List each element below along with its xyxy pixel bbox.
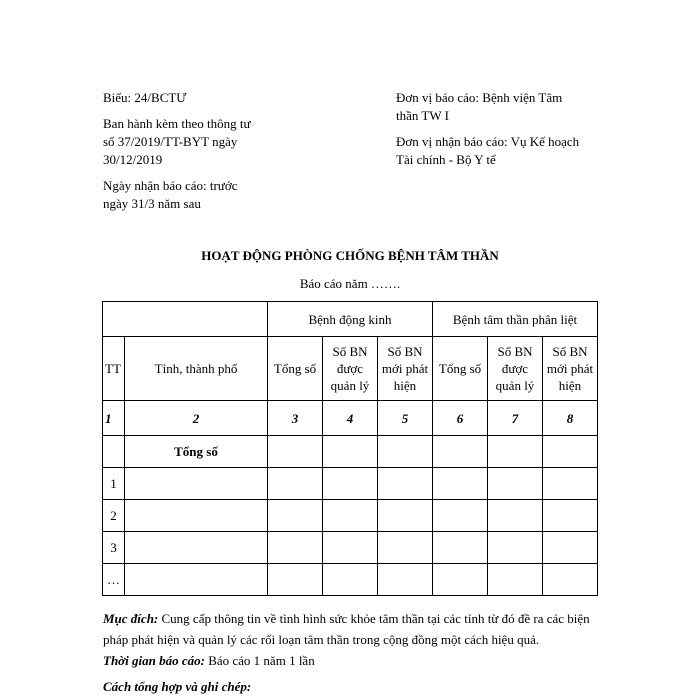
group-schizophrenia: Bệnh tâm thần phân liệt — [433, 302, 598, 337]
report-deadline — [103, 177, 283, 213]
col-number: 8 — [543, 401, 598, 436]
table-cell — [268, 436, 323, 468]
col-managed — [323, 337, 378, 401]
col-total: Tổng số — [433, 337, 488, 401]
reporting-unit-line: thần TW I — [396, 108, 449, 123]
reporting-unit-line: Đơn vị báo cáo: Bệnh viện Tâm — [396, 90, 563, 105]
empty-header-cell — [103, 302, 268, 337]
row-number: 3 — [103, 532, 125, 564]
table-cell — [543, 436, 598, 468]
purpose-text: Cung cấp thông tin về tình hình sức khỏe tâm thần tại các tỉnh từ đó đề ra các biện pháp phát hiện và quản lý các rối loạn tâm thần trong cộng đồng một cách hiệu quả. — [103, 611, 590, 647]
table-cell — [433, 564, 488, 596]
table-cell — [103, 436, 125, 468]
col-new — [543, 337, 598, 401]
column-number-row — [103, 401, 598, 436]
table-row — [103, 500, 598, 532]
col-new-line: hiện — [558, 378, 582, 393]
table-cell — [488, 532, 543, 564]
table-cell — [543, 564, 598, 596]
col-managed-line: được — [336, 361, 364, 376]
col-number: 3 — [268, 401, 323, 436]
table-cell — [433, 436, 488, 468]
table-cell — [378, 500, 433, 532]
col-number: 6 — [433, 401, 488, 436]
table-cell — [488, 468, 543, 500]
col-new-line: Số BN — [552, 344, 588, 359]
table-cell — [378, 436, 433, 468]
table-cell — [433, 532, 488, 564]
method-label: Cách tổng hợp và ghi chép: — [103, 679, 252, 694]
period-text: Báo cáo 1 năm 1 lần — [204, 653, 315, 668]
table-cell — [543, 532, 598, 564]
issued-line: số 37/2019/TT-BYT ngày — [103, 134, 238, 149]
total-row-label: Tổng số — [125, 436, 268, 468]
table-cell — [378, 468, 433, 500]
report-table — [102, 301, 598, 596]
issued-by-circular — [103, 115, 283, 169]
table-cell — [125, 500, 268, 532]
table-cell — [323, 436, 378, 468]
col-managed-line: quản lý — [495, 378, 535, 393]
table-cell — [378, 564, 433, 596]
table-cell — [488, 564, 543, 596]
report-title: HOẠT ĐỘNG PHÒNG CHỐNG BỆNH TÂM THẦN — [201, 248, 499, 263]
purpose-label: Mục đích: — [103, 611, 159, 626]
table-cell — [488, 500, 543, 532]
table-cell — [488, 436, 543, 468]
table-cell — [268, 500, 323, 532]
col-managed-line: Số BN — [332, 344, 368, 359]
table-cell — [125, 468, 268, 500]
col-new — [378, 337, 433, 401]
col-new-line: mới phát — [381, 361, 429, 376]
receiving-unit — [396, 133, 616, 169]
row-number: 2 — [103, 500, 125, 532]
col-managed-line: quản lý — [330, 378, 370, 393]
col-managed — [488, 337, 543, 401]
issued-line: 30/12/2019 — [103, 152, 163, 167]
table-cell — [433, 468, 488, 500]
col-managed-line: được — [501, 361, 529, 376]
group-epilepsy: Bệnh động kinh — [268, 302, 433, 337]
table-row — [103, 564, 598, 596]
table-cell — [268, 468, 323, 500]
receiving-unit-line: Đơn vị nhận báo cáo: Vụ Kế hoạch — [396, 134, 580, 149]
form-code: Biểu: 24/BCTƯ — [103, 90, 187, 105]
header-left — [103, 89, 283, 221]
col-managed-line: Số BN — [497, 344, 533, 359]
receiving-unit-line: Tài chính - Bộ Y tế — [396, 152, 496, 167]
table-row — [103, 532, 598, 564]
table-cell — [378, 532, 433, 564]
col-province: Tỉnh, thành phố — [125, 337, 268, 401]
header-right — [396, 89, 616, 177]
table-cell — [125, 532, 268, 564]
table-cell — [323, 532, 378, 564]
col-number: 2 — [125, 401, 268, 436]
table-row-total — [103, 436, 598, 468]
col-new-line: Số BN — [387, 344, 423, 359]
period-label: Thời gian báo cáo: — [103, 653, 205, 668]
col-number: 5 — [378, 401, 433, 436]
issued-line: Ban hành kèm theo thông tư — [103, 116, 251, 131]
table-cell — [268, 532, 323, 564]
table-cell — [543, 500, 598, 532]
table-cell — [323, 468, 378, 500]
col-number: 4 — [323, 401, 378, 436]
row-number: … — [103, 564, 125, 596]
purpose-note — [103, 608, 603, 650]
table-row — [103, 468, 598, 500]
col-number: 1 — [103, 401, 125, 436]
reporting-unit — [396, 89, 616, 125]
col-tt: TT — [103, 337, 125, 401]
table-cell — [323, 564, 378, 596]
table-cell — [543, 468, 598, 500]
table-cell — [323, 500, 378, 532]
col-new-line: mới phát — [546, 361, 594, 376]
col-total: Tổng số — [268, 337, 323, 401]
report-year: Báo cáo năm ……. — [299, 276, 401, 291]
table-cell — [125, 564, 268, 596]
deadline-line: ngày 31/3 năm sau — [103, 196, 201, 211]
col-new-line: hiện — [393, 378, 417, 393]
deadline-line: Ngày nhận báo cáo: trước — [103, 178, 238, 193]
table-column-header — [103, 337, 598, 401]
period-note — [103, 650, 603, 671]
table-group-header — [103, 302, 598, 337]
table-cell — [433, 500, 488, 532]
method-note — [103, 676, 603, 697]
row-number: 1 — [103, 468, 125, 500]
col-number: 7 — [488, 401, 543, 436]
table-cell — [268, 564, 323, 596]
